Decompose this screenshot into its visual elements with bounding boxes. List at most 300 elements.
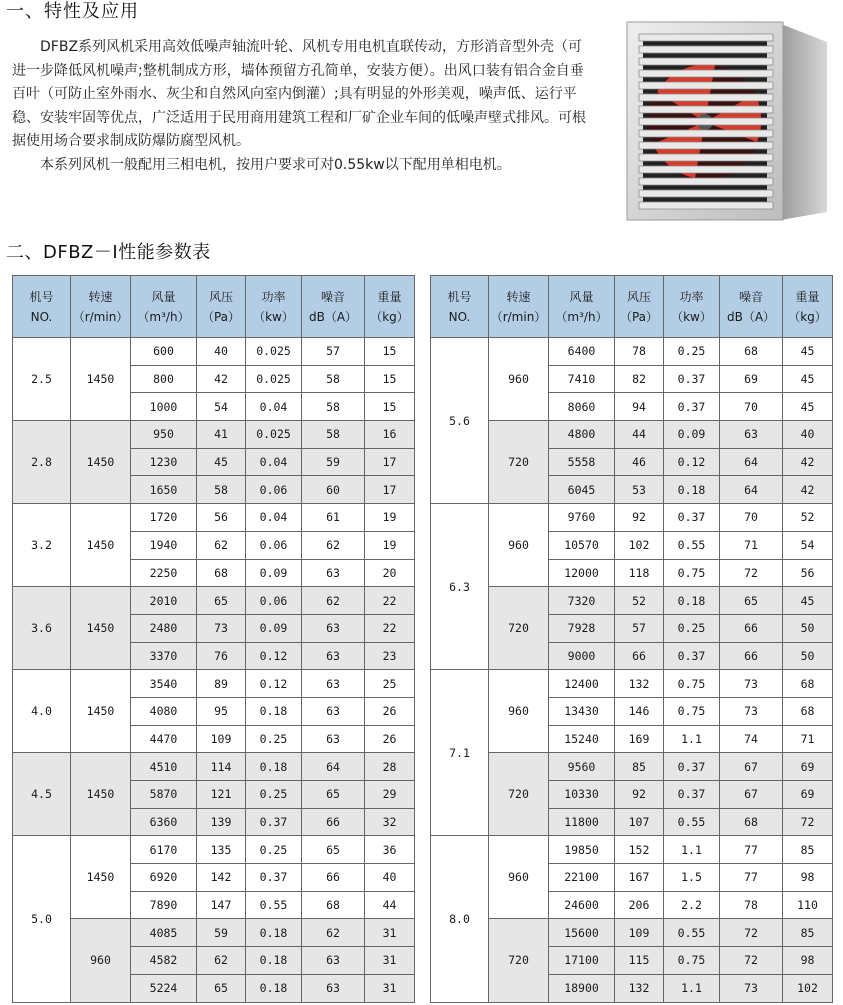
noise-cell: 68 — [720, 808, 783, 836]
weight-cell: 72 — [783, 808, 833, 836]
noise-cell: 66 — [302, 808, 365, 836]
power-cell: 2.2 — [664, 891, 720, 919]
noise-cell: 58 — [302, 421, 365, 449]
power-cell: 0.25 — [246, 836, 302, 864]
table-row — [431, 836, 833, 864]
speed-cell: 1450 — [71, 836, 131, 919]
weight-cell: 54 — [783, 531, 833, 559]
weight-cell: 31 — [365, 919, 415, 947]
speed-cell: 960 — [489, 836, 549, 919]
flow-cell: 950 — [131, 421, 197, 449]
col-header-weight: 重量 （kg） — [783, 276, 833, 338]
weight-cell: 45 — [783, 587, 833, 615]
flow-cell: 17100 — [549, 947, 615, 975]
power-cell: 0.09 — [246, 614, 302, 642]
speed-cell: 960 — [489, 670, 549, 753]
table-row — [13, 919, 415, 947]
power-cell: 0.55 — [664, 808, 720, 836]
power-cell: 0.25 — [246, 725, 302, 753]
noise-cell: 64 — [302, 753, 365, 781]
pressure-cell: 89 — [197, 670, 246, 698]
pressure-cell: 92 — [615, 504, 664, 532]
weight-cell: 16 — [365, 421, 415, 449]
pressure-cell: 78 — [615, 338, 664, 366]
pressure-cell: 56 — [197, 504, 246, 532]
power-cell: 0.025 — [246, 338, 302, 366]
power-cell: 0.09 — [664, 421, 720, 449]
flow-cell: 1230 — [131, 448, 197, 476]
col-header-noise: 噪音 dB（A） — [302, 276, 365, 338]
noise-cell: 73 — [720, 697, 783, 725]
col-header-speed: 转速 （r/min） — [71, 276, 131, 338]
weight-cell: 45 — [783, 365, 833, 393]
flow-cell: 1940 — [131, 531, 197, 559]
flow-cell: 4800 — [549, 421, 615, 449]
noise-cell: 70 — [720, 504, 783, 532]
flow-cell: 1720 — [131, 504, 197, 532]
power-cell: 0.37 — [664, 781, 720, 809]
pressure-cell: 58 — [197, 476, 246, 504]
pressure-cell: 152 — [615, 836, 664, 864]
weight-cell: 22 — [365, 587, 415, 615]
section-1-title: 一、特性及应用 — [6, 1, 139, 22]
power-cell: 0.37 — [246, 808, 302, 836]
weight-cell: 40 — [365, 864, 415, 892]
weight-cell: 23 — [365, 642, 415, 670]
weight-cell: 42 — [783, 476, 833, 504]
flow-cell: 2250 — [131, 559, 197, 587]
pressure-cell: 54 — [197, 393, 246, 421]
noise-cell: 67 — [720, 781, 783, 809]
weight-cell: 110 — [783, 891, 833, 919]
model-number-cell: 5.0 — [13, 836, 71, 1002]
table-row — [13, 504, 415, 532]
weight-cell: 32 — [365, 808, 415, 836]
power-cell: 0.37 — [664, 753, 720, 781]
model-number-cell: 2.5 — [13, 338, 71, 421]
pressure-cell: 62 — [197, 531, 246, 559]
table-row — [431, 421, 833, 449]
noise-cell: 63 — [302, 559, 365, 587]
col-header-flow: 风量 （m³/h） — [131, 276, 197, 338]
weight-cell: 98 — [783, 947, 833, 975]
speed-cell: 1450 — [71, 587, 131, 670]
performance-table-right — [430, 275, 833, 1003]
power-cell: 0.025 — [246, 421, 302, 449]
speed-cell: 720 — [489, 587, 549, 670]
power-cell: 0.55 — [246, 891, 302, 919]
power-cell: 0.06 — [246, 587, 302, 615]
table-row — [431, 919, 833, 947]
pressure-cell: 46 — [615, 448, 664, 476]
pressure-cell: 85 — [615, 753, 664, 781]
noise-cell: 64 — [720, 448, 783, 476]
power-cell: 0.12 — [246, 642, 302, 670]
flow-cell: 18900 — [549, 974, 615, 1002]
speed-cell: 1450 — [71, 421, 131, 504]
noise-cell: 64 — [720, 476, 783, 504]
pressure-cell: 135 — [197, 836, 246, 864]
power-cell: 0.55 — [664, 919, 720, 947]
noise-cell: 68 — [302, 891, 365, 919]
power-cell: 0.25 — [246, 781, 302, 809]
weight-cell: 98 — [783, 864, 833, 892]
model-number-cell: 3.2 — [13, 504, 71, 587]
noise-cell: 58 — [302, 393, 365, 421]
flow-cell: 2480 — [131, 614, 197, 642]
pressure-cell: 82 — [615, 365, 664, 393]
table-row — [13, 421, 415, 449]
power-cell: 0.75 — [664, 670, 720, 698]
flow-cell: 10570 — [549, 531, 615, 559]
pressure-cell: 68 — [197, 559, 246, 587]
flow-cell: 7890 — [131, 891, 197, 919]
pressure-cell: 169 — [615, 725, 664, 753]
flow-cell: 600 — [131, 338, 197, 366]
weight-cell: 31 — [365, 947, 415, 975]
speed-cell: 1450 — [71, 670, 131, 753]
noise-cell: 66 — [720, 614, 783, 642]
noise-cell: 70 — [720, 393, 783, 421]
table-row — [431, 753, 833, 781]
weight-cell: 29 — [365, 781, 415, 809]
pressure-cell: 62 — [197, 947, 246, 975]
weight-cell: 25 — [365, 670, 415, 698]
flow-cell: 15600 — [549, 919, 615, 947]
weight-cell: 68 — [783, 697, 833, 725]
col-header-power: 功率 （kw） — [246, 276, 302, 338]
power-cell: 0.18 — [246, 947, 302, 975]
model-number-cell: 7.1 — [431, 670, 489, 836]
model-number-cell: 6.3 — [431, 504, 489, 670]
weight-cell: 15 — [365, 338, 415, 366]
weight-cell: 71 — [783, 725, 833, 753]
flow-cell: 9560 — [549, 753, 615, 781]
weight-cell: 31 — [365, 974, 415, 1002]
flow-cell: 4582 — [131, 947, 197, 975]
weight-cell: 22 — [365, 614, 415, 642]
col-header-speed: 转速 （r/min） — [489, 276, 549, 338]
weight-cell: 19 — [365, 531, 415, 559]
power-cell: 0.09 — [246, 559, 302, 587]
flow-cell: 11800 — [549, 808, 615, 836]
noise-cell: 62 — [302, 531, 365, 559]
weight-cell: 40 — [783, 421, 833, 449]
noise-cell: 74 — [720, 725, 783, 753]
power-cell: 0.37 — [664, 504, 720, 532]
speed-cell: 1450 — [71, 753, 131, 836]
flow-cell: 3370 — [131, 642, 197, 670]
model-number-cell: 8.0 — [431, 836, 489, 1002]
flow-cell: 12000 — [549, 559, 615, 587]
weight-cell: 50 — [783, 614, 833, 642]
flow-cell: 4510 — [131, 753, 197, 781]
pressure-cell: 121 — [197, 781, 246, 809]
pressure-cell: 107 — [615, 808, 664, 836]
power-cell: 0.18 — [246, 919, 302, 947]
noise-cell: 63 — [302, 614, 365, 642]
flow-cell: 4085 — [131, 919, 197, 947]
flow-cell: 7928 — [549, 614, 615, 642]
pressure-cell: 95 — [197, 697, 246, 725]
flow-cell: 22100 — [549, 864, 615, 892]
weight-cell: 28 — [365, 753, 415, 781]
noise-cell: 57 — [302, 338, 365, 366]
noise-cell: 77 — [720, 864, 783, 892]
weight-cell: 85 — [783, 919, 833, 947]
intro-paragraph-1: DFBZ系列风机采用高效低噪声轴流叶轮、风机专用电机直联传动，方形消音型外壳（可进一步降低风机噪声;整机制成方形，墙体预留方孔简单，安装方便）。出风口装有铝合金自垂百叶（可防止室外雨水、灰尘和自然风向室内倒灌）;具有明显的外形美观，噪声低、运行平稳、安装牢固等优点，广泛适用于民用商用建筑工程和厂矿企业车间的低噪声壁式排风。可根据使用场合要求制成防爆防腐型风机。 — [12, 39, 586, 149]
weight-cell: 69 — [783, 753, 833, 781]
pressure-cell: 132 — [615, 974, 664, 1002]
noise-cell: 72 — [720, 947, 783, 975]
pressure-cell: 76 — [197, 642, 246, 670]
power-cell: 0.04 — [246, 393, 302, 421]
power-cell: 0.37 — [246, 864, 302, 892]
weight-cell: 44 — [365, 891, 415, 919]
power-cell: 0.75 — [664, 947, 720, 975]
pressure-cell: 102 — [615, 531, 664, 559]
flow-cell: 7410 — [549, 365, 615, 393]
table-row — [13, 338, 415, 366]
section-2-title: 二、DFBZ－Ⅰ性能参数表 — [6, 242, 211, 263]
pressure-cell: 41 — [197, 421, 246, 449]
col-header-noise: 噪音 dB（A） — [720, 276, 783, 338]
col-header-model: 机号 NO. — [431, 276, 489, 338]
performance-table-left — [12, 275, 415, 1003]
col-header-model: 机号 NO. — [13, 276, 71, 338]
pressure-cell: 57 — [615, 614, 664, 642]
pressure-cell: 45 — [197, 448, 246, 476]
pressure-cell: 146 — [615, 697, 664, 725]
flow-cell: 5224 — [131, 974, 197, 1002]
col-header-pressure: 风压 （Pa） — [197, 276, 246, 338]
power-cell: 0.37 — [664, 642, 720, 670]
flow-cell: 800 — [131, 365, 197, 393]
weight-cell: 20 — [365, 559, 415, 587]
speed-cell: 720 — [489, 753, 549, 836]
noise-cell: 77 — [720, 836, 783, 864]
weight-cell: 15 — [365, 393, 415, 421]
pressure-cell: 66 — [615, 642, 664, 670]
noise-cell: 62 — [302, 919, 365, 947]
noise-cell: 63 — [302, 725, 365, 753]
noise-cell: 65 — [302, 781, 365, 809]
power-cell: 1.5 — [664, 864, 720, 892]
power-cell: 0.25 — [664, 338, 720, 366]
pressure-cell: 115 — [615, 947, 664, 975]
power-cell: 0.37 — [664, 393, 720, 421]
weight-cell: 56 — [783, 559, 833, 587]
speed-cell: 720 — [489, 919, 549, 1002]
flow-cell: 1000 — [131, 393, 197, 421]
noise-cell: 67 — [720, 753, 783, 781]
flow-cell: 19850 — [549, 836, 615, 864]
pressure-cell: 118 — [615, 559, 664, 587]
flow-cell: 9760 — [549, 504, 615, 532]
table-row — [431, 587, 833, 615]
noise-cell: 59 — [302, 448, 365, 476]
model-number-cell: 5.6 — [431, 338, 489, 504]
flow-cell: 6045 — [549, 476, 615, 504]
power-cell: 0.37 — [664, 365, 720, 393]
model-number-cell: 3.6 — [13, 587, 71, 670]
noise-cell: 63 — [302, 974, 365, 1002]
noise-cell: 60 — [302, 476, 365, 504]
weight-cell: 68 — [783, 670, 833, 698]
pressure-cell: 92 — [615, 781, 664, 809]
noise-cell: 72 — [720, 559, 783, 587]
speed-cell: 960 — [489, 338, 549, 421]
flow-cell: 8060 — [549, 393, 615, 421]
pressure-cell: 42 — [197, 365, 246, 393]
noise-cell: 63 — [302, 670, 365, 698]
noise-cell: 63 — [302, 642, 365, 670]
table-row — [431, 504, 833, 532]
weight-cell: 52 — [783, 504, 833, 532]
speed-cell: 1450 — [71, 504, 131, 587]
weight-cell: 26 — [365, 725, 415, 753]
speed-cell: 1450 — [71, 338, 131, 421]
noise-cell: 63 — [302, 697, 365, 725]
power-cell: 0.06 — [246, 476, 302, 504]
pressure-cell: 114 — [197, 753, 246, 781]
flow-cell: 5558 — [549, 448, 615, 476]
wall-exhaust-fan-photo — [621, 16, 833, 224]
pressure-cell: 53 — [615, 476, 664, 504]
noise-cell: 61 — [302, 504, 365, 532]
noise-cell: 66 — [302, 864, 365, 892]
power-cell: 0.75 — [664, 559, 720, 587]
pressure-cell: 94 — [615, 393, 664, 421]
power-cell: 0.18 — [664, 587, 720, 615]
flow-cell: 10330 — [549, 781, 615, 809]
noise-cell: 73 — [720, 974, 783, 1002]
flow-cell: 2010 — [131, 587, 197, 615]
noise-cell: 65 — [720, 587, 783, 615]
weight-cell: 36 — [365, 836, 415, 864]
weight-cell: 26 — [365, 697, 415, 725]
power-cell: 0.55 — [664, 531, 720, 559]
power-cell: 0.06 — [246, 531, 302, 559]
power-cell: 0.12 — [664, 448, 720, 476]
power-cell: 0.025 — [246, 365, 302, 393]
flow-cell: 6920 — [131, 864, 197, 892]
flow-cell: 15240 — [549, 725, 615, 753]
noise-cell: 65 — [302, 836, 365, 864]
weight-cell: 69 — [783, 781, 833, 809]
weight-cell: 85 — [783, 836, 833, 864]
flow-cell: 6360 — [131, 808, 197, 836]
weight-cell: 42 — [783, 448, 833, 476]
weight-cell: 17 — [365, 476, 415, 504]
pressure-cell: 132 — [615, 670, 664, 698]
table-row — [13, 836, 415, 864]
flow-cell: 4470 — [131, 725, 197, 753]
noise-cell: 63 — [720, 421, 783, 449]
power-cell: 0.25 — [664, 614, 720, 642]
flow-cell: 7320 — [549, 587, 615, 615]
model-number-cell: 4.0 — [13, 670, 71, 753]
noise-cell: 72 — [720, 919, 783, 947]
noise-cell: 63 — [302, 947, 365, 975]
noise-cell: 78 — [720, 891, 783, 919]
weight-cell: 102 — [783, 974, 833, 1002]
power-cell: 0.18 — [246, 697, 302, 725]
flow-cell: 6400 — [549, 338, 615, 366]
weight-cell: 45 — [783, 393, 833, 421]
table-row — [431, 670, 833, 698]
power-cell: 0.18 — [246, 753, 302, 781]
power-cell: 0.12 — [246, 670, 302, 698]
speed-cell: 960 — [489, 504, 549, 587]
weight-cell: 17 — [365, 448, 415, 476]
flow-cell: 4080 — [131, 697, 197, 725]
model-number-cell: 2.8 — [13, 421, 71, 504]
pressure-cell: 139 — [197, 808, 246, 836]
pressure-cell: 206 — [615, 891, 664, 919]
power-cell: 0.18 — [246, 974, 302, 1002]
flow-cell: 13430 — [549, 697, 615, 725]
col-header-power: 功率 （kw） — [664, 276, 720, 338]
pressure-cell: 73 — [197, 614, 246, 642]
col-header-weight: 重量 （kg） — [365, 276, 415, 338]
noise-cell: 71 — [720, 531, 783, 559]
flow-cell: 6170 — [131, 836, 197, 864]
model-number-cell: 4.5 — [13, 753, 71, 836]
intro-paragraph-2: 本系列风机一般配用三相电机，按用户要求可对0.55kw以下配用单相电机。 — [40, 156, 511, 173]
power-cell: 1.1 — [664, 725, 720, 753]
weight-cell: 45 — [783, 338, 833, 366]
power-cell: 0.04 — [246, 504, 302, 532]
pressure-cell: 167 — [615, 864, 664, 892]
pressure-cell: 147 — [197, 891, 246, 919]
table-row — [13, 587, 415, 615]
pressure-cell: 44 — [615, 421, 664, 449]
col-header-pressure: 风压 （Pa） — [615, 276, 664, 338]
flow-cell: 9000 — [549, 642, 615, 670]
table-row — [13, 670, 415, 698]
pressure-cell: 52 — [615, 587, 664, 615]
power-cell: 1.1 — [664, 974, 720, 1002]
flow-cell: 5870 — [131, 781, 197, 809]
pressure-cell: 109 — [615, 919, 664, 947]
pressure-cell: 65 — [197, 587, 246, 615]
power-cell: 0.75 — [664, 697, 720, 725]
power-cell: 0.18 — [664, 476, 720, 504]
noise-cell: 66 — [720, 642, 783, 670]
noise-cell: 58 — [302, 365, 365, 393]
flow-cell: 3540 — [131, 670, 197, 698]
noise-cell: 68 — [720, 338, 783, 366]
table-row — [13, 753, 415, 781]
pressure-cell: 109 — [197, 725, 246, 753]
power-cell: 1.1 — [664, 836, 720, 864]
noise-cell: 62 — [302, 587, 365, 615]
speed-cell: 720 — [489, 421, 549, 504]
weight-cell: 50 — [783, 642, 833, 670]
flow-cell: 12400 — [549, 670, 615, 698]
pressure-cell: 142 — [197, 864, 246, 892]
table-header-row — [431, 276, 833, 338]
speed-cell: 960 — [71, 919, 131, 1002]
power-cell: 0.04 — [246, 448, 302, 476]
flow-cell: 24600 — [549, 891, 615, 919]
intro-text — [12, 36, 592, 177]
flow-cell: 1650 — [131, 476, 197, 504]
pressure-cell: 59 — [197, 919, 246, 947]
weight-cell: 19 — [365, 504, 415, 532]
table-header-row — [13, 276, 415, 338]
